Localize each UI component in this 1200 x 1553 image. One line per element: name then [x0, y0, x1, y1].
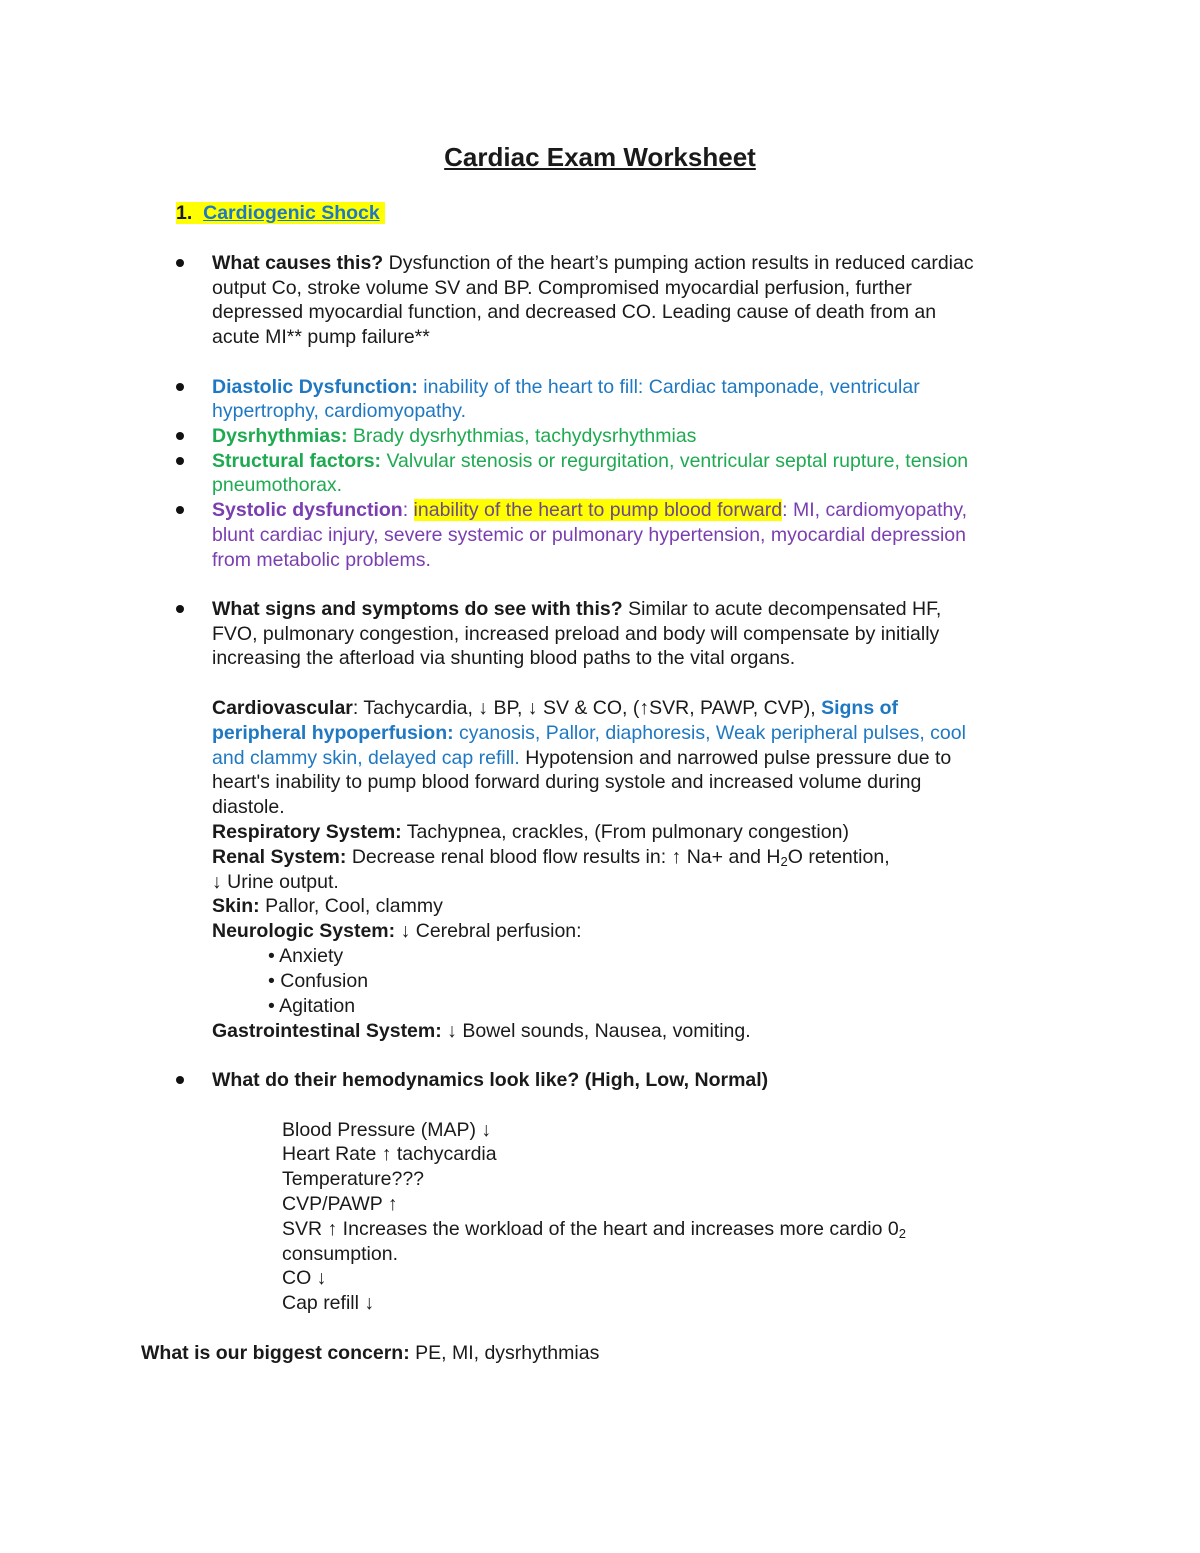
- bullet-dot: [176, 432, 184, 440]
- systolic-text: : MI, cardiomyopathy,: [782, 499, 968, 521]
- neuro-label: Neurologic System:: [212, 920, 396, 942]
- signs-line-1: [212, 597, 941, 621]
- bullet-dot: [176, 506, 184, 514]
- page-title: Cardiac Exam Worksheet: [444, 142, 756, 172]
- causes-line-1: [212, 251, 974, 275]
- respiratory-label: Respiratory System:: [212, 821, 402, 843]
- structural-text: Valvular stenosis or regurgitation, ventricular septal rupture, tension: [386, 450, 969, 472]
- hypoperfusion-label-1: Signs of: [821, 697, 898, 719]
- cardio-line-2: [212, 721, 966, 745]
- systolic-label: Systolic dysfunction: [212, 499, 403, 521]
- renal-text: Decrease renal blood flow results in: ↑ Na+ and H: [351, 846, 781, 868]
- concern-line: [141, 1341, 599, 1365]
- renal-line-1: [212, 845, 890, 869]
- hemo-item: Blood Pressure (MAP) ↓: [282, 1119, 492, 1141]
- systolic-line-2: blunt cardiac injury, severe systemic or pulmonary hypertension, myocardial depression: [212, 524, 966, 546]
- hemo-svr-line-2: consumption.: [282, 1243, 398, 1265]
- dysrhythmias-text: Brady dysrhythmias, tachydysrhythmias: [352, 425, 697, 447]
- cardio-line-3: [212, 746, 951, 770]
- bullet-dot: [176, 457, 184, 465]
- skin-line: [212, 894, 443, 918]
- renal-text-2: O retention,: [787, 846, 890, 868]
- hemodynamics-label: What do their hemodynamics look like? (High, Low, Normal): [212, 1069, 769, 1091]
- skin-text: Pallor, Cool, clammy: [265, 895, 443, 917]
- section-number: 1.: [176, 202, 193, 224]
- concern-text: PE, MI, dysrhythmias: [415, 1342, 600, 1364]
- renal-line-2: ↓ Urine output.: [212, 871, 339, 893]
- hypoperfusion-text-2: and clammy skin, delayed cap refill.: [212, 747, 520, 769]
- signs-line-2: FVO, pulmonary congestion, increased preload and body will compensate by initially: [212, 623, 940, 645]
- svr-subscript: 2: [898, 1226, 906, 1241]
- diastolic-label: Diastolic Dysfunction:: [212, 376, 418, 398]
- hemo-item: Heart Rate ↑ tachycardia: [282, 1143, 497, 1165]
- gi-label: Gastrointestinal System:: [212, 1020, 442, 1042]
- cardio-text: : Tachycardia, ↓ BP, ↓ SV & CO, (↑SVR, PAWP, CVP),: [352, 697, 816, 719]
- neuro-item: • Anxiety: [268, 945, 344, 967]
- bullet-dot: [176, 259, 184, 267]
- structural-label: Structural factors:: [212, 450, 382, 472]
- hemo-item: Cap refill ↓: [282, 1292, 375, 1314]
- dysrhythmias-label: Dysrhythmias:: [212, 425, 348, 447]
- hemo-svr-line: [282, 1217, 906, 1241]
- systolic-line-1: [212, 498, 967, 522]
- skin-label: Skin:: [212, 895, 260, 917]
- renal-subscript: 2: [780, 854, 788, 869]
- causes-line-4: acute MI** pump failure**: [212, 326, 430, 348]
- signs-text: Similar to acute decompensated HF,: [628, 598, 942, 620]
- hypoperfusion-text: cyanosis, Pallor, diaphoresis, Weak peripheral pulses, cool: [459, 722, 966, 744]
- diastolic-line-2: hypertrophy, cardiomyopathy.: [212, 400, 466, 422]
- hemo-item: Temperature???: [282, 1168, 425, 1190]
- structural-line-2: pneumothorax.: [212, 474, 343, 496]
- signs-line-3: increasing the afterload via shunting blood paths to the vital organs.: [212, 647, 796, 669]
- renal-label: Renal System:: [212, 846, 347, 868]
- causes-label: What causes this?: [212, 252, 384, 274]
- systolic-line-3: from metabolic problems.: [212, 549, 431, 571]
- bullet-dot: [176, 383, 184, 391]
- hemo-item: CVP/PAWP ↑: [282, 1193, 398, 1215]
- concern-label: What is our biggest concern:: [141, 1342, 410, 1364]
- respiratory-line: [212, 820, 849, 844]
- gi-text: ↓ Bowel sounds, Nausea, vomiting.: [447, 1020, 751, 1042]
- svr-text: SVR ↑ Increases the workload of the heart and increases more cardio 0: [282, 1218, 899, 1240]
- bullet-dot: [176, 1076, 184, 1084]
- respiratory-text: Tachypnea, crackles, (From pulmonary congestion): [406, 821, 849, 843]
- section-title-link[interactable]: Cardiogenic Shock: [203, 202, 380, 224]
- section-heading: [176, 201, 385, 225]
- hypotension-text: Hypotension and narrowed pulse pressure due to: [525, 747, 952, 769]
- neuro-text: ↓ Cerebral perfusion:: [400, 920, 582, 942]
- causes-line-2: output Co, stroke volume SV and BP. Compromised myocardial perfusion, further: [212, 277, 912, 299]
- diastolic-line-1: [212, 375, 920, 399]
- gi-line: [212, 1019, 751, 1043]
- cardio-label: Cardiovascular: [212, 697, 353, 719]
- dysrhythmias-line: [212, 424, 696, 448]
- hemo-item: CO ↓: [282, 1267, 327, 1289]
- hypoperfusion-label-2: peripheral hypoperfusion:: [212, 722, 454, 744]
- neuro-line: [212, 919, 582, 943]
- bullet-dot: [176, 605, 184, 613]
- cardio-line-5: diastole.: [212, 796, 285, 818]
- cardio-line-4: heart's inability to pump blood forward during systole and increased volume during: [212, 771, 922, 793]
- neuro-item: • Agitation: [268, 995, 356, 1017]
- diastolic-text: inability of the heart to fill: Cardiac tamponade, ventricular: [423, 376, 920, 398]
- causes-line-3: depressed myocardial function, and decreased CO. Leading cause of death from an: [212, 301, 937, 323]
- causes-text: Dysfunction of the heart’s pumping action results in reduced cardiac: [388, 252, 974, 274]
- structural-line-1: [212, 449, 968, 473]
- neuro-item: • Confusion: [268, 970, 369, 992]
- signs-label: What signs and symptoms do see with this?: [212, 598, 623, 620]
- systolic-highlight: inability of the heart to pump blood forward: [413, 499, 783, 521]
- cardio-line-1: [212, 696, 898, 720]
- systolic-colon: :: [402, 499, 409, 521]
